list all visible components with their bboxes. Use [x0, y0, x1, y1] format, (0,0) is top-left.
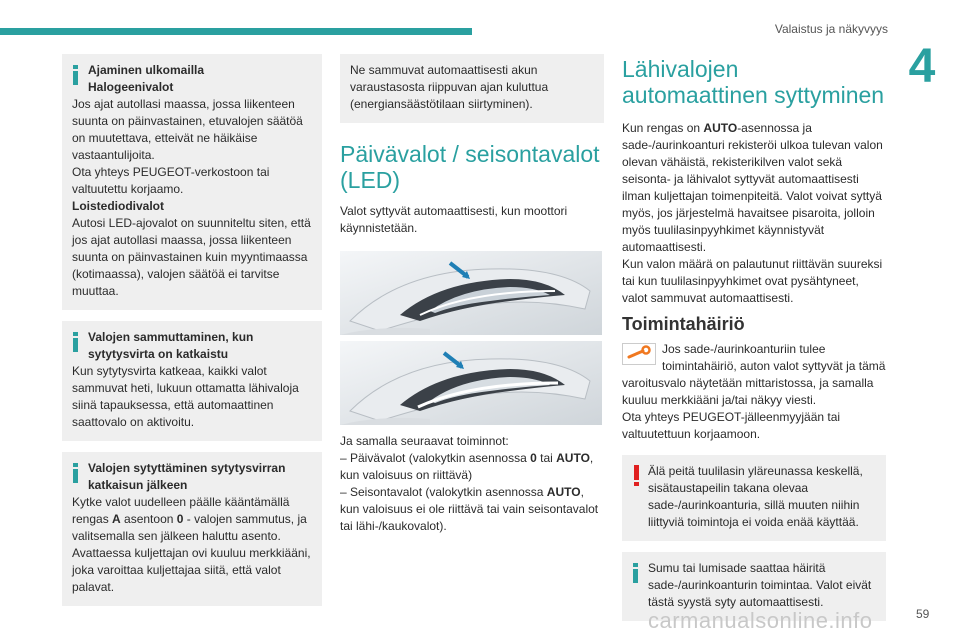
heading-daytime-lights: Päivävalot / seisontavalot (LED)	[340, 141, 600, 193]
note-text: Ne sammuvat automaattisesti akun varaustasosta riippuvan ajan kuluttua (energiansäästötilaan siirtyminen).	[350, 63, 549, 111]
paragraph-malfunction: Jos sade-/aurinkoanturiin tulee toimintahäiriö, auton valot syttyvät ja tämä varoitusvalo näytetään mittaristossa, ja samalla kuuluu merkkiääni ja/tai näkyy viesti.	[622, 342, 886, 407]
note-box-auto-off	[340, 54, 604, 123]
info-box-title: Valojen sytyttäminen sytytysvirran katkaisun jälkeen	[88, 461, 286, 492]
chapter-number: 4	[908, 40, 936, 93]
warning-box-sensor	[622, 455, 886, 541]
malfunction-block	[622, 341, 886, 409]
info-icon	[73, 332, 78, 352]
headlight-photo-position	[340, 341, 602, 425]
header-accent-bar	[0, 28, 472, 35]
warning-icon	[634, 465, 639, 487]
wrench-icon	[622, 343, 656, 365]
info-icon	[73, 463, 78, 483]
info-box-driving-abroad	[62, 54, 322, 310]
info-box-lights-off	[62, 321, 322, 441]
info-box-text: Autosi LED-ajovalot on suunniteltu siten, että jos ajat autollasi maassa, jossa liikenteen suunta on päinvastainen kuin myyntimaassa (kotimaassa), valojen säätöä ei tarvitse muuttaa.	[72, 216, 311, 298]
info-box-text: Jos ajat autollasi maassa, jossa liikenteen suunta on päinvastainen, etuvalojen säätöä on muutettava, etteivät ne häikäise vastaantulijoita.	[72, 97, 303, 162]
info-box-text: Avattaessa kuljettajan ovi kuuluu merkkiääni, joka varoittaa kuljettajaa siitä, että valot palavat.	[72, 546, 311, 594]
paragraph-functions: Ja samalla seuraavat toiminnot:	[340, 434, 509, 448]
heading-malfunction: Toimintahäiriö	[622, 314, 745, 334]
column-middle	[340, 54, 604, 535]
column-right	[622, 56, 886, 632]
column-left	[62, 54, 322, 617]
info-box-lights-on	[62, 452, 322, 606]
info-box-text: Kun sytytysvirta katkeaa, kaikki valot sammuvat heti, lukuun ottamatta lähivaloja siinä tapauksessa, että automaattinen saattovalo on aktivoitu.	[72, 364, 299, 429]
info-box-text: Ota yhteys PEUGEOT-verkostoon tai valtuutettu korjaamo.	[72, 165, 270, 196]
info-box-title: Valojen sammuttaminen, kun sytytysvirta on katkaistu	[88, 330, 254, 361]
watermark: carmanualsonline.info	[648, 608, 873, 633]
page-number: 59	[916, 607, 930, 621]
info-icon	[633, 563, 638, 583]
list-item-position: – Seisontavalot (valokytkin asennossa AUTO, kun valoisuus ei ole riittävä tai vain seisontavalot tai lähi-/kaukovalot).	[340, 485, 599, 533]
paragraph-auto-1: Kun rengas on AUTO-asennossa ja sade-/aurinkoanturi rekisteröi ulkoa tulevan valon olevan vähäistä, rekisterikilven valot sekä seisonta- ja lähivalot syttyvät automaattisesti ilman kuljettajan toimenpiteitä. Valot voivat syttyä myös, jos järjestelmä havaitsee pisaroita, jolloin myös tuulilasinpyyhkimet käynnistyvät automaattisesti.	[622, 121, 883, 254]
list-item-daytime: – Päivävalot (valokytkin asennossa 0 tai AUTO, kun valoisuus on riittävä)	[340, 451, 594, 482]
paragraph-auto-2: Kun valon määrä on palautunut riittävän suureksi tai kun tuulilasinpyyhkimet ovat pysähtyneet, valot sammuvat automaattisesti.	[622, 257, 883, 305]
headlight-photo-daytime	[340, 251, 602, 335]
paragraph-contact: Ota yhteys PEUGEOT-jälleenmyyjään tai valtuutettuun korjaamoon.	[622, 410, 841, 441]
info-icon	[73, 65, 78, 85]
info-box-subtitle: Halogeenivalot	[88, 80, 174, 94]
heading-auto-headlights: Lähivalojen automaattinen syttyminen	[622, 56, 885, 108]
info-box-text: Kytke valot uudelleen päälle kääntämällä rengas A asentoon 0 - valojen sammutus, ja valitsemalla sen jälkeen haluttu asento.	[72, 495, 307, 543]
warning-text: Älä peitä tuulilasin yläreunassa keskellä, sisätaustapeilin takana olevaa sade-/aurinkoanturia, sillä muuten niihin liittyviä toimintoja ei voida enää käyttää.	[648, 464, 863, 529]
paragraph-intro: Valot syttyvät automaattisesti, kun moottori käynnistetään.	[340, 204, 568, 235]
info-box-title: Ajaminen ulkomailla	[88, 63, 205, 77]
section-title: Valaistus ja näkyvyys	[774, 22, 888, 36]
info-box-text: Sumu tai lumisade saattaa häiritä sade-/aurinkoanturin toimintaa. Valot eivät tästä syystä syty automaattisesti.	[648, 561, 872, 609]
info-box-subtitle: Loistediodivalot	[72, 199, 165, 213]
